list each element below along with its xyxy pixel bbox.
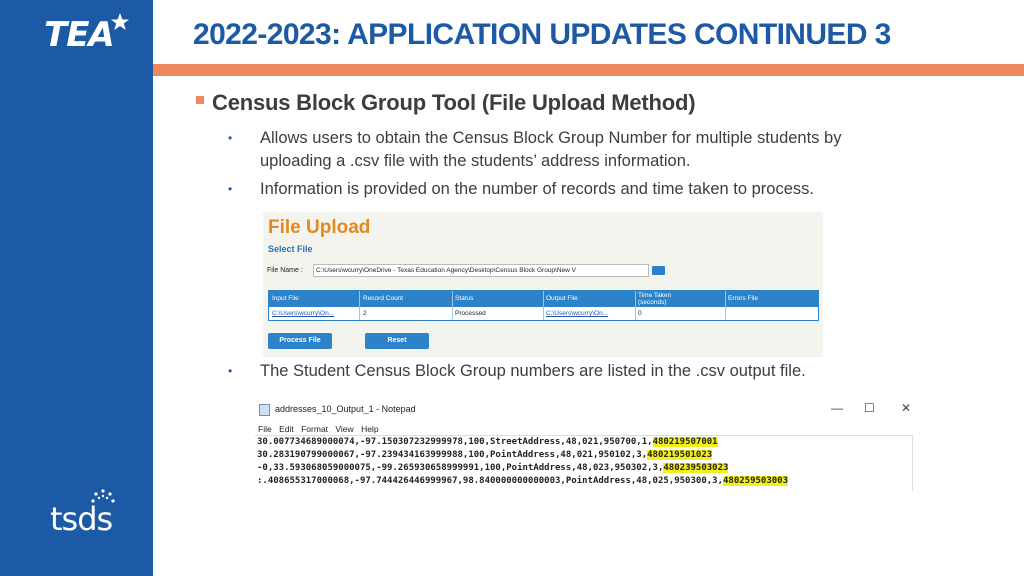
column-header: Status	[455, 295, 474, 302]
file-name-label: File Name :	[267, 267, 303, 274]
file-path-input[interactable]: C:\Users\wcurry\OneDrive - Texas Education Agency\Desktop\Census Block Group\New V	[313, 264, 649, 277]
menu-help[interactable]: Help	[361, 424, 379, 434]
tsds-logo	[50, 488, 130, 538]
line-text: 30.283190799000067,-97.239434163999988,100,PointAddress,48,021,950102,3,	[257, 450, 648, 460]
bullet-text: The Student Census Block Group numbers are listed in the .csv output file.	[260, 362, 806, 380]
menu-view[interactable]: View	[335, 424, 354, 434]
sidebar	[0, 0, 153, 576]
results-table	[268, 290, 819, 321]
census-block-group-number: 480219507001	[652, 437, 718, 447]
column-header: Output File	[546, 295, 578, 302]
line-text: :.408655317000068,-97.744426446999967,98.840000000000003,PointAddress,48,025,950300,3,	[257, 476, 723, 486]
column-header: Record Count	[363, 295, 404, 302]
line-text: -0,33.593068059000075,-99.265930658999991,100,PointAddress,48,023,950302,3,	[257, 463, 664, 473]
reset-button[interactable]: Reset	[365, 333, 429, 349]
column-header: Input File	[272, 295, 299, 302]
column-divider	[725, 291, 726, 320]
file-upload-panel	[263, 212, 823, 357]
close-icon[interactable]: ✕	[901, 401, 912, 415]
notepad-title: addresses_10_Output_1 - Notepad	[275, 404, 416, 414]
menu-file[interactable]: File	[258, 424, 272, 434]
star-icon	[110, 12, 130, 32]
file-upload-title: File Upload	[268, 217, 371, 238]
bullet-dot-icon: •	[228, 182, 233, 196]
line-text: 30.007734689000074,-97.150307232999978,100,StreetAddress,48,021,950700,1,	[257, 437, 653, 447]
notepad-line	[257, 450, 712, 460]
bullet-text: Allows users to obtain the Census Block Group Number for multiple students by	[260, 129, 842, 147]
column-header: Errors File	[728, 295, 758, 302]
census-block-group-number: 480219501023	[647, 450, 713, 460]
column-divider	[452, 291, 453, 320]
notepad-line	[257, 476, 788, 486]
notepad-line	[257, 437, 718, 447]
accent-bar	[0, 64, 1024, 76]
bullet-dot-icon: •	[228, 364, 233, 378]
section-heading-text: Census Block Group Tool (File Upload Method)	[212, 90, 696, 115]
column-divider	[543, 291, 544, 320]
column-divider	[635, 291, 636, 320]
notepad-icon	[259, 404, 270, 416]
menu-edit[interactable]: Edit	[279, 424, 294, 434]
notepad-line	[257, 463, 728, 473]
census-block-group-number: 480239503023	[663, 463, 729, 473]
tsds-wordmark: tsds	[50, 500, 113, 538]
input-file-link[interactable]: C:\Users\wcurry\On...	[272, 310, 335, 317]
process-file-button[interactable]: Process File	[268, 333, 332, 349]
notepad-window	[255, 400, 915, 492]
folder-icon[interactable]	[652, 266, 665, 275]
tea-logo: TEA	[44, 15, 114, 55]
column-divider	[359, 291, 360, 320]
bullet-text: uploading a .csv file with the students’ address information.	[260, 152, 691, 170]
page-title: 2022-2023: APPLICATION UPDATES CONTINUED 3	[193, 18, 891, 51]
time-taken-cell: 0	[638, 310, 642, 317]
column-header: Time Taken (seconds)	[638, 292, 672, 306]
census-block-group-number: 480259503003	[723, 476, 789, 486]
bullet-dot-icon: •	[228, 131, 233, 145]
select-file-label: Select File	[268, 244, 313, 254]
bullet-text: Information is provided on the number of records and time taken to process.	[260, 180, 814, 198]
output-file-link[interactable]: C:\Users\wcurry\On...	[546, 310, 609, 317]
minimize-icon[interactable]: —	[831, 401, 843, 415]
record-count-cell: 2	[363, 310, 367, 317]
maximize-icon[interactable]: ☐	[864, 401, 875, 415]
status-cell: Processed	[455, 310, 486, 317]
notepad-menu-bar	[258, 424, 379, 434]
square-bullet-icon	[196, 96, 204, 104]
section-heading	[196, 90, 695, 116]
menu-format[interactable]: Format	[301, 424, 329, 434]
